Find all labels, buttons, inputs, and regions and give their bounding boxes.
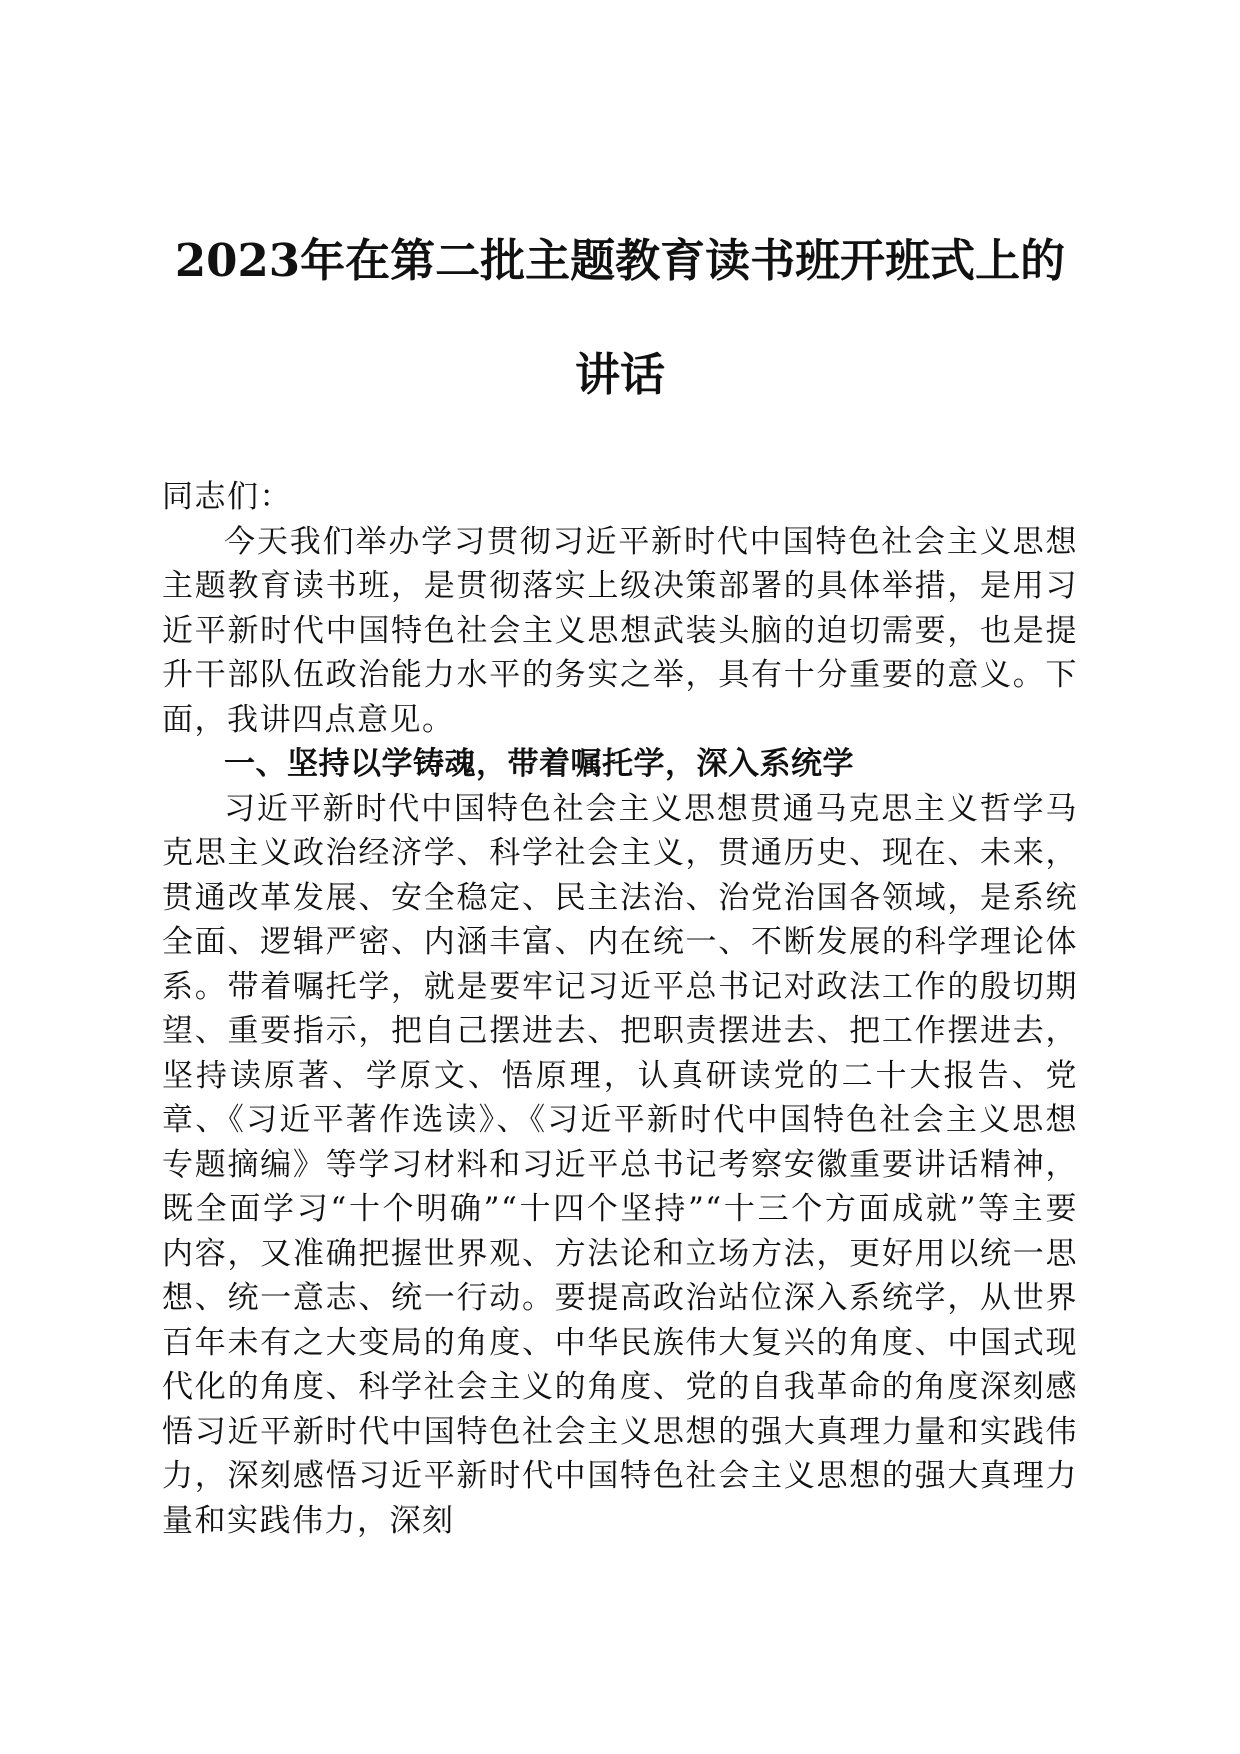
salutation: 同志们： (162, 479, 292, 515)
section-1-paragraph: 习近平新时代中国特色社会主义思想贯通马克思主义哲学马克思主义政治经济学、科学社会主义，贯通历史、现在、未来，贯通改革发展、安全稳定、民主法治、治党治国各领域，是系统全面、逻辑严密、内涵丰富、内在统一、不断发展的科学理论体系。带着嘱托学，就是要牢记习近平总书记对政法工作的殷切期望、重要指示，把自己摆进去、把职责摆进去、把工作摆进去，坚持读原著、学原文、悟原理，认真研读党的二十大报告、党章、《习近平著作选读》、《习近平新时代中国特色社会主义思想专题摘编》等学习材料和习近平总书记考察安徽重要讲话精神，既全面学习“十个明确”“十四个坚持”“十三个方面成就”等主要内容，又准确把握世界观、方法论和立场方法，更好用以统一思想、统一意志、统一行动。要提高政治站位深入系统学，从世界百年未有之大变局的角度、中华民族伟大复兴的角度、中国式现代化的角度、科学社会主义的角度、党的自我革命的角度深刻感悟习近平新时代中国特色社会主义思想的强大真理力量和实践伟力，深刻感悟习近平新时代中国特色社会主义思想的强大真理力量和实践伟力，深刻 (162, 790, 1078, 1539)
document-body (162, 475, 1078, 1543)
document-title-line-1: 2023年在第二批主题教育读书班开班式上的 (174, 234, 1066, 287)
intro-paragraph: 今天我们举办学习贯彻习近平新时代中国特色社会主义思想主题教育读书班，是贯彻落实上级决策部署的具体举措，是用习近平新时代中国特色社会主义思想武装头脑的迫切需要，也是提升干部队伍政治能力水平的务实之举，具有十分重要的意义。下面，我讲四点意见。 (162, 523, 1078, 738)
document-title-line-2: 讲话 (574, 348, 665, 401)
section-1-heading: 一、坚持以学铸魂，带着嘱托学，深入系统学 (224, 746, 854, 782)
